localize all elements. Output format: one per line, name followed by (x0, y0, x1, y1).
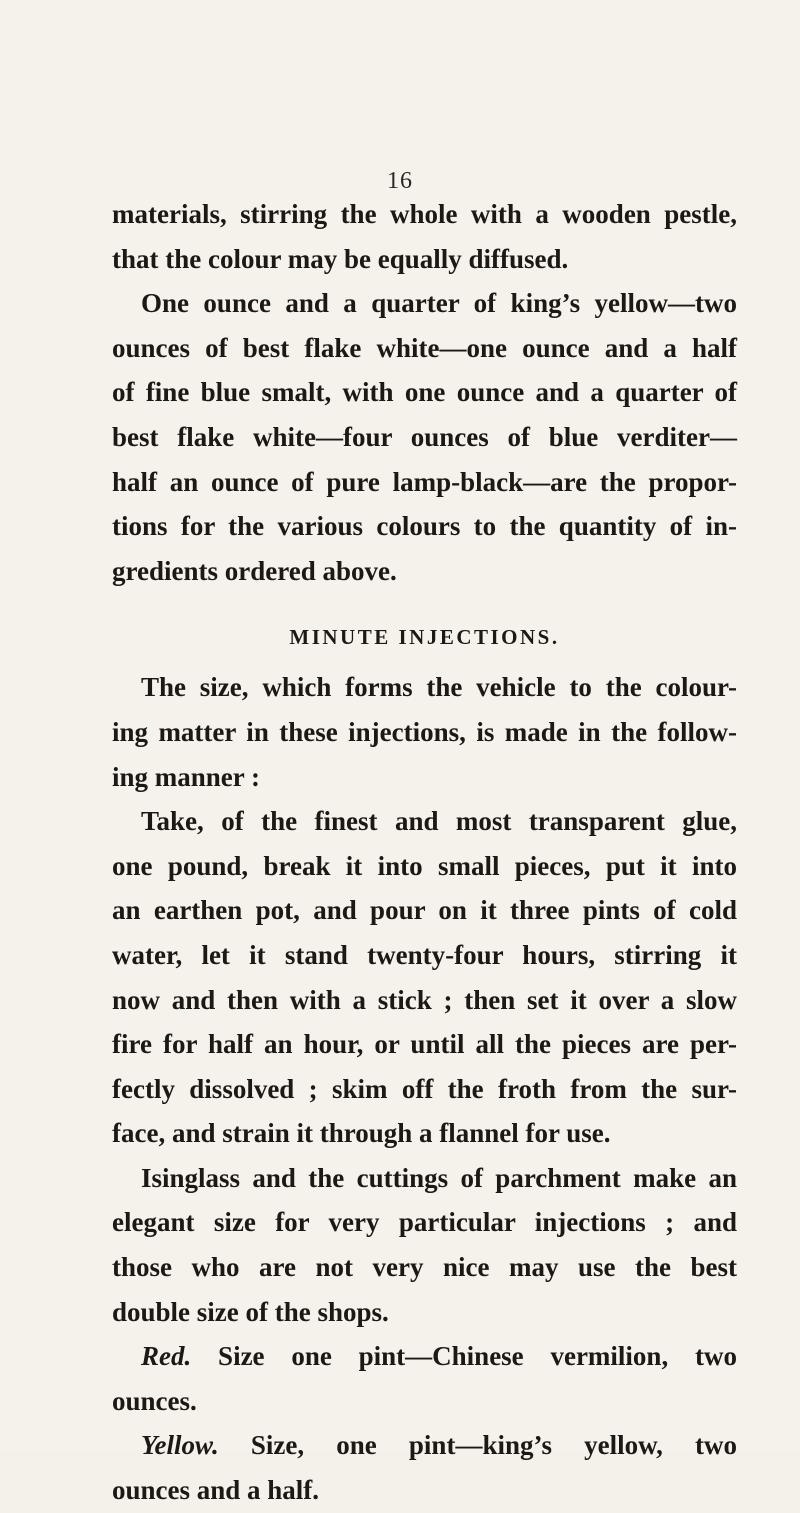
text-line: of fine blue smalt, with one ounce and a quarter of (112, 377, 737, 408)
text-line: elegant size for very particular injections ; and (112, 1207, 737, 1238)
text-line: double size of the shops. (112, 1296, 389, 1327)
paragraphs-after-heading (112, 665, 737, 1334)
text-line: an earthen pot, and pour on it three pints of cold (112, 895, 737, 926)
text-line: ing matter in these injections, is made in the follow- (112, 716, 737, 747)
text-line: one pound, break it into small pieces, put it into (112, 850, 737, 881)
text-line: face, and strain it through a flannel for use. (112, 1118, 611, 1149)
recipe-text: Size, one pint—king’s yellow, two (218, 1430, 737, 1461)
text-line: The size, which forms the vehicle to the colour- (141, 672, 737, 703)
body-text (112, 192, 737, 1513)
recipe-continuation: ounces and a half. (112, 1475, 320, 1506)
text-line: ounces of best flake white—one ounce and a half (112, 332, 737, 363)
text-line: water, let it stand twenty-four hours, stirring it (112, 939, 737, 970)
paragraphs-before-heading (112, 192, 737, 593)
text-line: Isinglass and the cuttings of parchment make an (141, 1162, 737, 1193)
text-line: gredients ordered above. (112, 555, 397, 586)
text-line: best flake white—four ounces of blue verditer— (112, 421, 737, 452)
recipe-list (112, 1334, 737, 1512)
text-line: that the colour may be equally diffused. (112, 243, 569, 274)
text-line: tions for the various colours to the quantity of in- (112, 511, 737, 542)
text-line: half an ounce of pure lamp-black—are the propor- (112, 466, 737, 497)
text-line: One ounce and a quarter of king’s yellow—two (141, 288, 737, 319)
section-heading: MINUTE INJECTIONS. (289, 625, 560, 650)
text-line: those who are not very nice may use the best (112, 1252, 737, 1283)
recipe-label: Red. (141, 1341, 192, 1372)
text-line: materials, stirring the whole with a wooden pestle, (112, 199, 737, 229)
text-line: now and then with a stick ; then set it over a slow (112, 984, 737, 1015)
text-line: fire for half an hour, or until all the pieces are per- (112, 1029, 737, 1060)
recipe-line (112, 1423, 737, 1468)
recipe-text: Size one pint—Chinese vermilion, two (191, 1341, 737, 1372)
text-line: Take, of the finest and most transparent glue, (141, 806, 737, 837)
text-line: ing manner : (112, 761, 261, 792)
text-line: fectly dissolved ; skim off the froth from the sur- (112, 1073, 737, 1104)
recipe-continuation: ounces. (112, 1385, 197, 1416)
recipe-label: Yellow. (141, 1430, 219, 1461)
page-number: 16 (387, 168, 413, 194)
recipe-line (112, 1334, 737, 1379)
